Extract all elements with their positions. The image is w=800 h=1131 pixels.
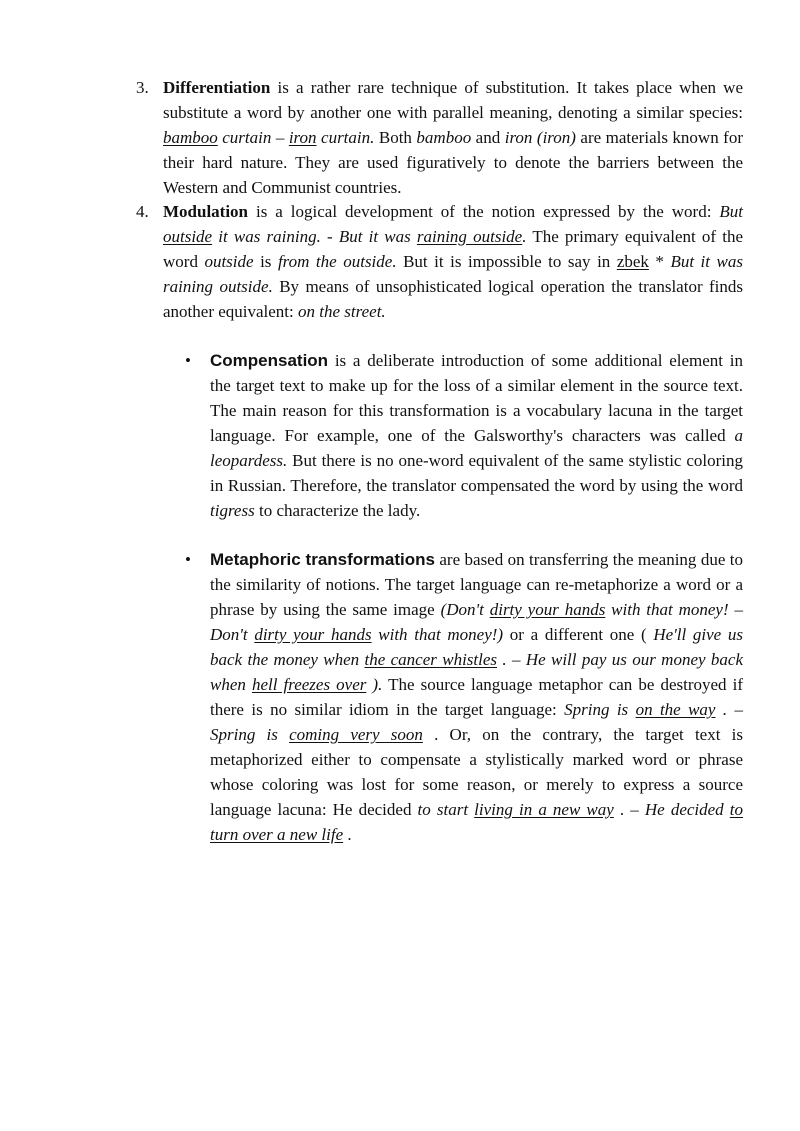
bullet-item-metaphoric: • Metaphoric transformations are based on transferring the meaning due to the similarity of notions. The target language can re-metaphorize a word or a phrase by using the same image (Don't dirty your hands with that money! – Don't dirty your hands with that money!) or a different one ( He'll give us back the money when the cancer whistles . – He will pay us our money back when hell freezes over ). The source language metaphor can be destroyed if there is no similar idiom in the target language: Spring is on the way . – Spring is coming very soon . Or, on the contrary, the target text is metaphorized either to compensate a stylistically marked word or phrase whose coloring was lost for some reason, or merely to express a source language lacuna: He decided to start living in a new way . – He decided to turn over a new life . (210, 547, 743, 847)
term-modulation: Modulation (163, 202, 249, 221)
bullet-icon: • (185, 351, 191, 370)
list-item-differentiation: 3. Differentiation is a rather rare technique of substitution. It takes place when we substitute a word by another one with parallel meaning, denoting a similar species: bamboo curtain – iron curtain. Both bamboo and iron (iron) are materials known for their hard nature. They are used figuratively to denote the barriers between the Western and Communist countries. (163, 75, 743, 200)
list-item-modulation: 4. Modulation is a logical development of the notion expressed by the word: But outside it was raining. - But it was raining outside. The primary equivalent of the word outside is from the outside. But it is impossible to say in zbek * But it was raining outside. By means of unsophisticated logical operation the translator finds another equivalent: on the street. (163, 199, 743, 324)
term-differentiation: Differentiation (163, 78, 271, 97)
term-metaphoric-transformations: Metaphoric transformations (210, 550, 435, 569)
term-compensation: Compensation (210, 351, 329, 370)
bullet-item-compensation: • Compensation is a deliberate introduction of some additional element in the target text to make up for the loss of a similar element in the source text. The main reason for this transformation is a vocabulary lacuna in the target language. For example, one of the Galsworthy's characters was called a leopardess. But there is no one-word equivalent of the same stylistic coloring in Russian. Therefore, the translator compensated the word by using the word tigress to characterize the lady. (210, 348, 743, 523)
list-number: 3. (136, 78, 149, 97)
list-number: 4. (136, 202, 149, 221)
bullet-icon: • (185, 550, 191, 569)
